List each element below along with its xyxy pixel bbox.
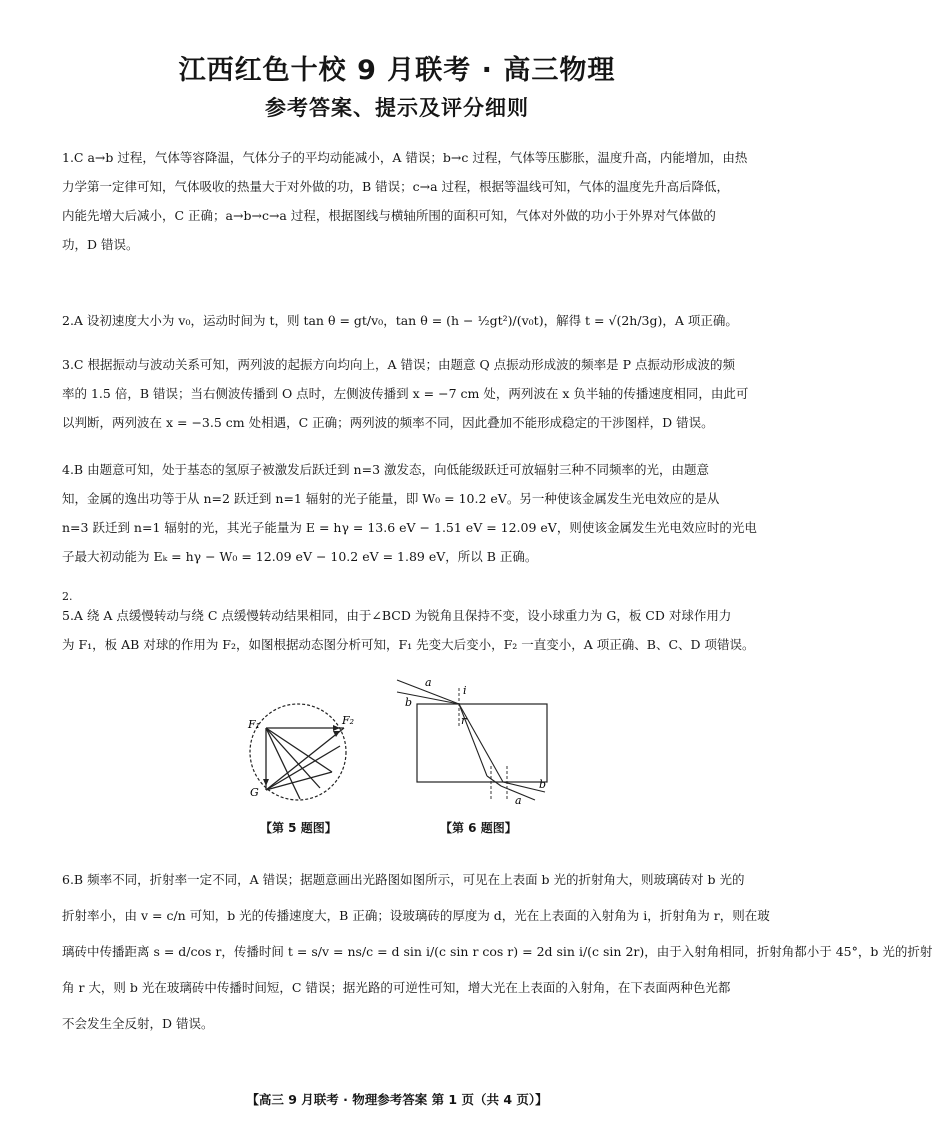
label-G: G: [250, 786, 259, 799]
answer-line: 率的 1.5 倍，B 错误；当右侧波传播到 O 点时，左侧波传播到 x = −7 cm 处，两列波在 x 负半轴的传播速度相同，由此可: [62, 386, 749, 401]
answer-line: 折射率小，由 v = c/n 可知，b 光的传播速度大，B 正确；设玻璃砖的厚度为 d，光在上表面的入射角为 i，折射角为 r，则在玻: [62, 908, 770, 923]
answer-line: 3.C 根据振动与波动关系可知，两列波的起振方向均向上，A 错误；由题意 Q 点振动形成波的频率是 P 点振动形成波的频: [62, 357, 736, 372]
answer-line: 力学第一定律可知，气体吸收的热量大于对外做的功，B 错误；c→a 过程，根据等温线可知，气体的温度先升高后降低，: [62, 179, 730, 194]
answer-line: n=3 跃迁到 n=1 辐射的光，其光子能量为 E = hγ = 13.6 eV − 1.51 eV = 12.09 eV，则使该金属发生光电效应时的光电: [62, 520, 757, 535]
page-subtitle: 参考答案、提示及评分细则: [265, 96, 529, 120]
answer-q6: [62, 862, 932, 1042]
answer-line: 璃砖中传播距离 s = d/cos r，传播时间 t = s/v = ns/c = d sin i/(c sin r cos r) = 2d sin i/(c sin 2r)，由于入射角相同，折射角都小于 45°，b 光的折射: [62, 944, 932, 959]
label-i: i: [463, 684, 467, 697]
answer-line: 不会发生全反射，D 错误。: [62, 1016, 214, 1031]
answer-line: 1.C a→b 过程，气体等容降温，气体分子的平均动能减小，A 错误；b→c 过程，气体等压膨胀，温度升高，内能增加，由热: [62, 150, 748, 165]
answer-line: 子最大初动能为 Eₖ = hγ − W₀ = 12.09 eV − 10.2 eV = 1.89 eV，所以 B 正确。: [62, 549, 538, 564]
figure-6-caption: 【第 6 题图】: [440, 821, 517, 835]
label-F2: F₂: [342, 714, 355, 727]
page-footer: 【高三 9 月联考 · 物理参考答案 第 1 页（共 4 页）】: [246, 1092, 548, 1107]
figure-5-force-diagram: [240, 702, 360, 807]
answer-line: 为 F₁，板 AB 对球的作用为 F₂，如图根据动态图分析可知，F₁ 先变大后变小，F₂ 一直变小，A 项正确、B、C、D 项错误。: [62, 637, 755, 652]
answer-line: 5.A 绕 A 点缓慢转动与绕 C 点缓慢转动结果相同，由于∠BCD 为锐角且保持不变，设小球重力为 G，板 CD 对球作用力: [62, 608, 732, 623]
label-a-top: a: [425, 676, 432, 689]
figure-5-caption: 【第 5 题图】: [260, 821, 337, 835]
answer-line: 以判断，两列波在 x = −3.5 cm 处相遇，C 正确；两列波的频率不同，因此叠加不能形成稳定的干涉图样，D 错误。: [62, 415, 714, 430]
answer-q5: [62, 601, 755, 659]
label-b-bottom: b: [539, 778, 547, 791]
label-F1: F₁: [248, 718, 261, 731]
answer-line: 知，金属的逸出功等于从 n=2 跃迁到 n=1 辐射的光子能量，即 W₀ = 10.2 eV。另一种使该金属发生光电效应的是从: [62, 491, 720, 506]
answer-q2: [62, 306, 752, 335]
answer-line: 2.A 设初速度大小为 v₀，运动时间为 t，则 tan θ = gt/v₀，tan θ = (h − ½gt²)/(v₀t)，解得 t = √(2h/3g)，A 项正确。: [62, 313, 738, 328]
answer-line: 4.B 由题意可知，处于基态的氢原子被激发后跃迁到 n=3 激发态，向低能级跃迁可放辐射三种不同频率的光，由题意: [62, 462, 710, 477]
figure-6-light-path: [395, 676, 555, 806]
label-a-bottom: a: [515, 794, 522, 807]
answer-line: 功，D 错误。: [62, 237, 139, 252]
answer-line: 6.B 频率不同，折射率一定不同，A 错误；据题意画出光路图如图所示，可见在上表面 b 光的折射角大，则玻璃砖对 b 光的: [62, 872, 745, 887]
answer-line: 内能先增大后减小，C 正确；a→b→c→a 过程，根据图线与横轴所围的面积可知，气体对外做的功小于外界对气体做的: [62, 208, 716, 223]
answer-q3: [62, 350, 752, 437]
answer-q1: [62, 143, 752, 259]
stray-marker: 2.: [62, 590, 73, 603]
label-r: r: [461, 714, 467, 727]
answer-line: 角 r 大，则 b 光在玻璃砖中传播时间短，C 错误；据光路的可逆性可知，增大光在上表面的入射角，在下表面两种色光都: [62, 980, 731, 995]
page-title: 江西红色十校 9 月联考 · 高三物理: [178, 55, 616, 86]
answer-q4: [62, 455, 757, 571]
label-b-top: b: [405, 696, 413, 709]
